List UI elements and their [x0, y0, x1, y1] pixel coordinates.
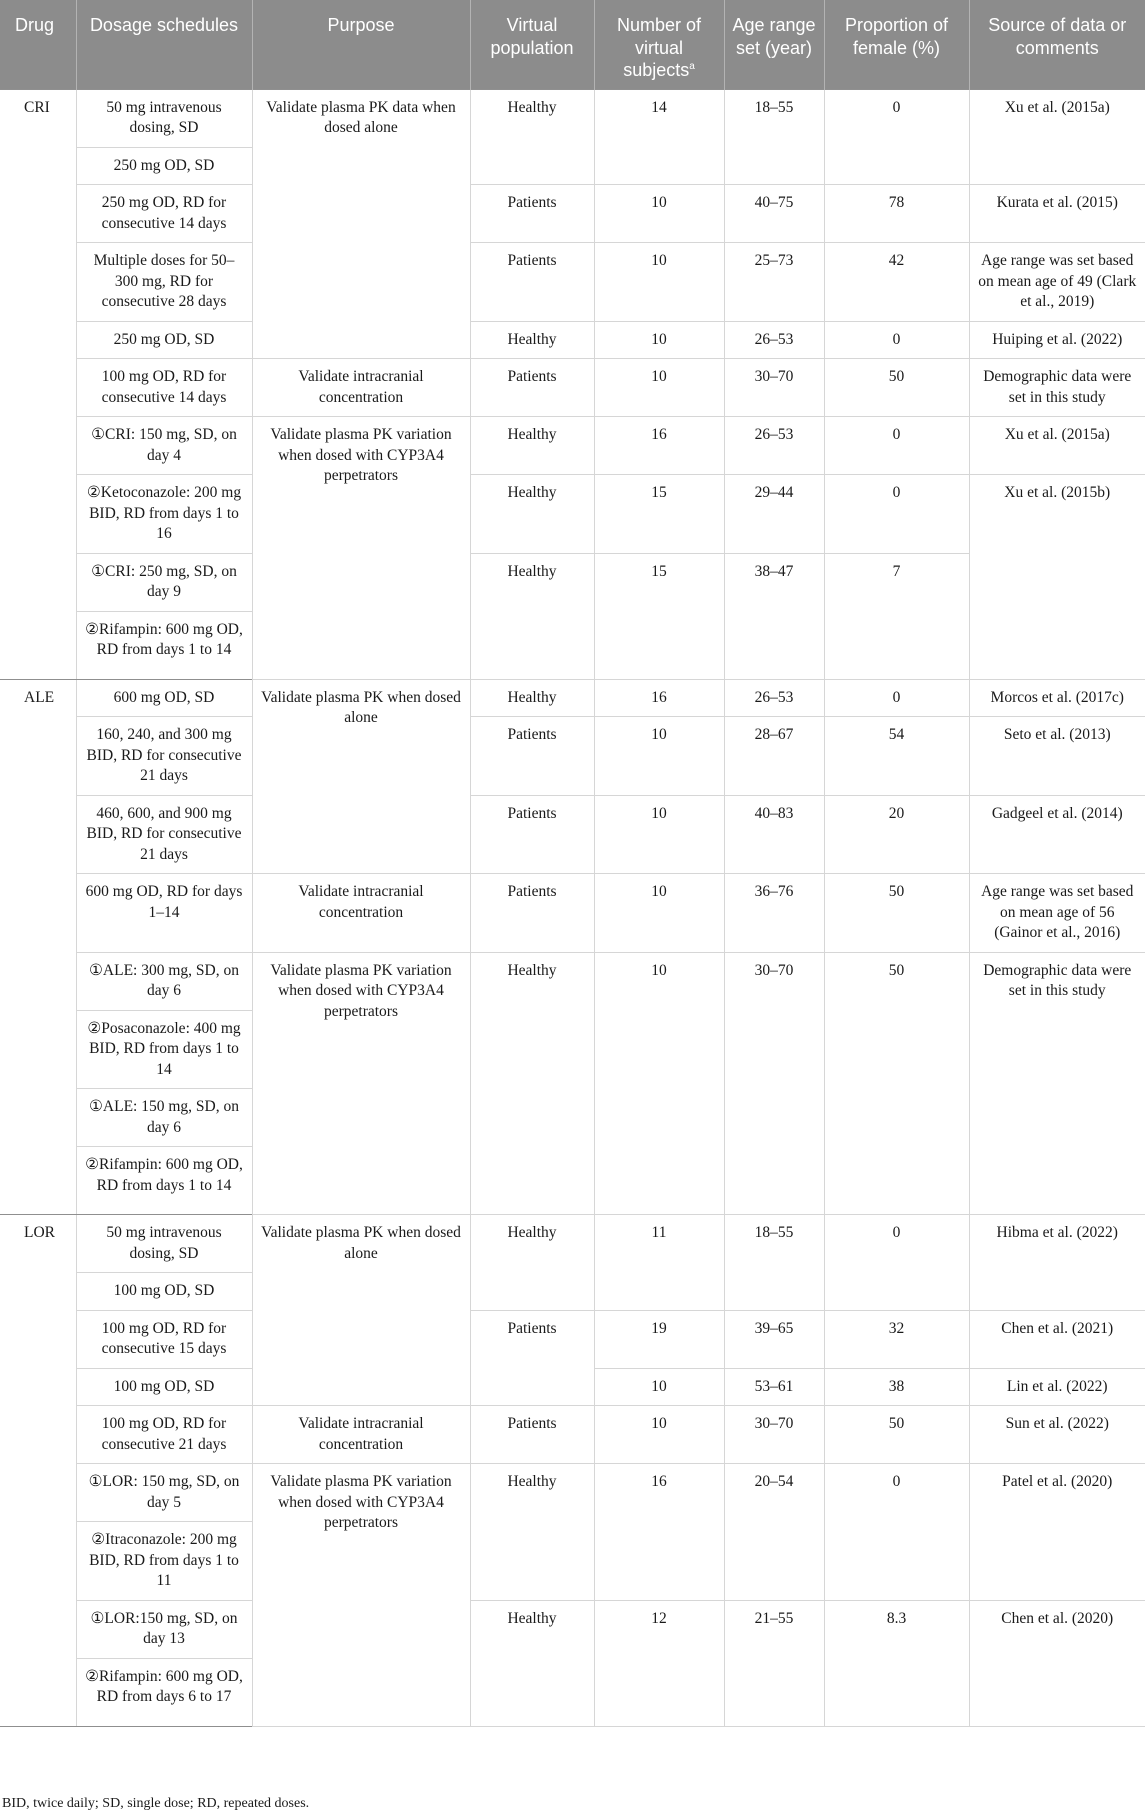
- population-cell: Healthy: [470, 417, 594, 475]
- age-cell: 20–54: [724, 1464, 824, 1601]
- source-cell: Chen et al. (2021): [969, 1310, 1145, 1368]
- header-female: Proportion of female (%): [824, 0, 969, 89]
- source-cell: Xu et al. (2015a): [969, 89, 1145, 185]
- age-cell: 36–76: [724, 874, 824, 953]
- table-row: [0, 243, 1145, 322]
- female-cell: 7: [824, 553, 969, 679]
- drug-cell: LOR: [0, 1215, 76, 1727]
- population-cell: Patients: [470, 243, 594, 322]
- subjects-cell: 16: [594, 679, 724, 717]
- female-cell: 50: [824, 874, 969, 953]
- population-cell: Healthy: [470, 1464, 594, 1601]
- subjects-cell: 19: [594, 1310, 724, 1368]
- female-cell: 0: [824, 475, 969, 554]
- dosage-cell: 100 mg OD, RD for consecutive 15 days: [76, 1310, 252, 1368]
- purpose-cell: Validate plasma PK data when dosed alone: [252, 89, 470, 359]
- population-cell: Patients: [470, 1310, 594, 1406]
- dosage-cell: ②Itraconazole: 200 mg BID, RD from days 1 to 11: [76, 1522, 252, 1601]
- table-row: [0, 1600, 1145, 1658]
- dosage-cell: ①ALE: 300 mg, SD, on day 6: [76, 952, 252, 1010]
- female-cell: 32: [824, 1310, 969, 1368]
- female-cell: 38: [824, 1368, 969, 1406]
- source-cell: Xu et al. (2015a): [969, 417, 1145, 475]
- population-cell: Healthy: [470, 321, 594, 359]
- dosage-cell: ①CRI: 250 mg, SD, on day 9: [76, 553, 252, 611]
- subjects-cell: 14: [594, 89, 724, 185]
- subjects-cell: 10: [594, 795, 724, 874]
- source-cell: Demographic data were set in this study: [969, 952, 1145, 1215]
- dosage-cell: Multiple doses for 50–300 mg, RD for consecutive 28 days: [76, 243, 252, 322]
- table-row: [0, 1310, 1145, 1368]
- population-cell: Patients: [470, 717, 594, 796]
- population-cell: Healthy: [470, 1600, 594, 1726]
- header-subjects: [594, 0, 724, 89]
- dosage-cell: 100 mg OD, RD for consecutive 14 days: [76, 359, 252, 417]
- subjects-cell: 10: [594, 952, 724, 1215]
- table-row: [0, 679, 1145, 717]
- header-population: Virtual population: [470, 0, 594, 89]
- population-cell: Patients: [470, 795, 594, 874]
- table-row: [0, 321, 1145, 359]
- female-cell: 50: [824, 952, 969, 1215]
- population-cell: Healthy: [470, 1215, 594, 1311]
- source-cell: Seto et al. (2013): [969, 717, 1145, 796]
- source-cell: Demographic data were set in this study: [969, 359, 1145, 417]
- subjects-cell: 16: [594, 1464, 724, 1601]
- purpose-cell: Validate intracranial concentration: [252, 359, 470, 417]
- header-row: [0, 0, 1145, 89]
- population-cell: Healthy: [470, 952, 594, 1215]
- table-row: [0, 874, 1145, 953]
- dosage-cell: ①CRI: 150 mg, SD, on day 4: [76, 417, 252, 475]
- dosage-cell: 600 mg OD, SD: [76, 679, 252, 717]
- age-cell: 40–75: [724, 185, 824, 243]
- age-cell: 30–70: [724, 359, 824, 417]
- subjects-cell: 12: [594, 1600, 724, 1726]
- dosage-cell: ①LOR:150 mg, SD, on day 13: [76, 1600, 252, 1658]
- source-cell: Morcos et al. (2017c): [969, 679, 1145, 717]
- table-row: [0, 359, 1145, 417]
- source-cell: Chen et al. (2020): [969, 1600, 1145, 1726]
- purpose-cell: Validate plasma PK variation when dosed with CYP3A4 perpetrators: [252, 952, 470, 1215]
- subjects-cell: 11: [594, 1215, 724, 1311]
- female-cell: 0: [824, 679, 969, 717]
- table-row: [0, 185, 1145, 243]
- header-drug: Drug: [0, 0, 76, 89]
- female-cell: 42: [824, 243, 969, 322]
- population-cell: Healthy: [470, 89, 594, 185]
- source-cell: Patel et al. (2020): [969, 1464, 1145, 1601]
- age-cell: 53–61: [724, 1368, 824, 1406]
- age-cell: 28–67: [724, 717, 824, 796]
- table-row: [0, 475, 1145, 554]
- dosage-cell: ②Rifampin: 600 mg OD, RD from days 6 to 17: [76, 1658, 252, 1726]
- dosage-cell: 50 mg intravenous dosing, SD: [76, 89, 252, 147]
- footnote-marker: a: [689, 61, 695, 72]
- dosage-cell: ②Rifampin: 600 mg OD, RD from days 1 to 14: [76, 611, 252, 679]
- purpose-cell: Validate plasma PK when dosed alone: [252, 1215, 470, 1406]
- female-cell: 50: [824, 1406, 969, 1464]
- female-cell: 0: [824, 1464, 969, 1601]
- table-row: [0, 795, 1145, 874]
- drug-cell: CRI: [0, 89, 76, 679]
- female-cell: 8.3: [824, 1600, 969, 1726]
- female-cell: 0: [824, 417, 969, 475]
- table-row: [0, 1464, 1145, 1522]
- dosage-cell: ②Rifampin: 600 mg OD, RD from days 1 to 14: [76, 1147, 252, 1215]
- subjects-cell: 10: [594, 359, 724, 417]
- table-row: [0, 417, 1145, 475]
- source-cell: Kurata et al. (2015): [969, 185, 1145, 243]
- source-cell: Xu et al. (2015b): [969, 475, 1145, 680]
- dosage-cell: 600 mg OD, RD for days 1–14: [76, 874, 252, 953]
- table-row: [0, 89, 1145, 147]
- age-cell: 38–47: [724, 553, 824, 679]
- age-cell: 26–53: [724, 679, 824, 717]
- source-cell: Lin et al. (2022): [969, 1368, 1145, 1406]
- population-cell: Patients: [470, 1406, 594, 1464]
- purpose-cell: Validate plasma PK variation when dosed with CYP3A4 perpetrators: [252, 1464, 470, 1727]
- dosage-cell: 100 mg OD, RD for consecutive 21 days: [76, 1406, 252, 1464]
- purpose-cell: Validate plasma PK variation when dosed with CYP3A4 perpetrators: [252, 417, 470, 680]
- population-cell: Patients: [470, 874, 594, 953]
- drug-cell: ALE: [0, 679, 76, 1215]
- table-row: [0, 1406, 1145, 1464]
- header-age: Age range set (year): [724, 0, 824, 89]
- age-cell: 21–55: [724, 1600, 824, 1726]
- age-cell: 26–53: [724, 321, 824, 359]
- table-row: [0, 1215, 1145, 1273]
- female-cell: 78: [824, 185, 969, 243]
- population-cell: Patients: [470, 359, 594, 417]
- female-cell: 50: [824, 359, 969, 417]
- source-cell: Sun et al. (2022): [969, 1406, 1145, 1464]
- header-source: Source of data or comments: [969, 0, 1145, 89]
- source-cell: Gadgeel et al. (2014): [969, 795, 1145, 874]
- dosage-cell: ②Ketoconazole: 200 mg BID, RD from days 1 to 16: [76, 475, 252, 554]
- dosage-cell: 100 mg OD, SD: [76, 1368, 252, 1406]
- dosage-cell: 250 mg OD, RD for consecutive 14 days: [76, 185, 252, 243]
- subjects-cell: 10: [594, 717, 724, 796]
- subjects-cell: 10: [594, 185, 724, 243]
- population-cell: Healthy: [470, 553, 594, 679]
- female-cell: 0: [824, 89, 969, 185]
- female-cell: 54: [824, 717, 969, 796]
- age-cell: 39–65: [724, 1310, 824, 1368]
- dosage-cell: 250 mg OD, SD: [76, 321, 252, 359]
- subjects-cell: 10: [594, 1406, 724, 1464]
- dosage-cell: 100 mg OD, SD: [76, 1273, 252, 1311]
- age-cell: 30–70: [724, 1406, 824, 1464]
- source-cell: Hibma et al. (2022): [969, 1215, 1145, 1311]
- source-cell: Age range was set based on mean age of 49 (Clark et al., 2019): [969, 243, 1145, 322]
- dosage-cell: 50 mg intravenous dosing, SD: [76, 1215, 252, 1273]
- header-dosage: Dosage schedules: [76, 0, 252, 89]
- subjects-cell: 10: [594, 321, 724, 359]
- dosage-cell: 160, 240, and 300 mg BID, RD for consecutive 21 days: [76, 717, 252, 796]
- subjects-cell: 15: [594, 475, 724, 554]
- dosage-cell: ①LOR: 150 mg, SD, on day 5: [76, 1464, 252, 1522]
- age-cell: 18–55: [724, 1215, 824, 1311]
- dosage-cell: ②Posaconazole: 400 mg BID, RD from days 1 to 14: [76, 1010, 252, 1089]
- purpose-cell: Validate plasma PK when dosed alone: [252, 679, 470, 874]
- subjects-cell: 15: [594, 553, 724, 679]
- source-cell: Huiping et al. (2022): [969, 321, 1145, 359]
- subjects-cell: 10: [594, 874, 724, 953]
- female-cell: 20: [824, 795, 969, 874]
- female-cell: 0: [824, 321, 969, 359]
- female-cell: 0: [824, 1215, 969, 1311]
- dosage-cell: 250 mg OD, SD: [76, 147, 252, 185]
- purpose-cell: Validate intracranial concentration: [252, 874, 470, 953]
- subjects-cell: 16: [594, 417, 724, 475]
- population-cell: Healthy: [470, 475, 594, 554]
- header-subjects-label: Number of virtual subjects: [616, 15, 702, 80]
- dosage-cell: ①ALE: 150 mg, SD, on day 6: [76, 1089, 252, 1147]
- age-cell: 30–70: [724, 952, 824, 1215]
- age-cell: 26–53: [724, 417, 824, 475]
- age-cell: 25–73: [724, 243, 824, 322]
- age-cell: 18–55: [724, 89, 824, 185]
- table-row: [0, 717, 1145, 796]
- population-cell: Patients: [470, 185, 594, 243]
- dosage-cell: 460, 600, and 900 mg BID, RD for consecutive 21 days: [76, 795, 252, 874]
- table-row: [0, 952, 1145, 1010]
- source-cell: Age range was set based on mean age of 56 (Gainor et al., 2016): [969, 874, 1145, 953]
- purpose-cell: Validate intracranial concentration: [252, 1406, 470, 1464]
- subjects-cell: 10: [594, 243, 724, 322]
- subjects-cell: 10: [594, 1368, 724, 1406]
- population-cell: Healthy: [470, 679, 594, 717]
- age-cell: 40–83: [724, 795, 824, 874]
- age-cell: 29–44: [724, 475, 824, 554]
- table-footnote: BID, twice daily; SD, single dose; RD, repeated doses.: [2, 1796, 310, 1811]
- header-purpose: Purpose: [252, 0, 470, 89]
